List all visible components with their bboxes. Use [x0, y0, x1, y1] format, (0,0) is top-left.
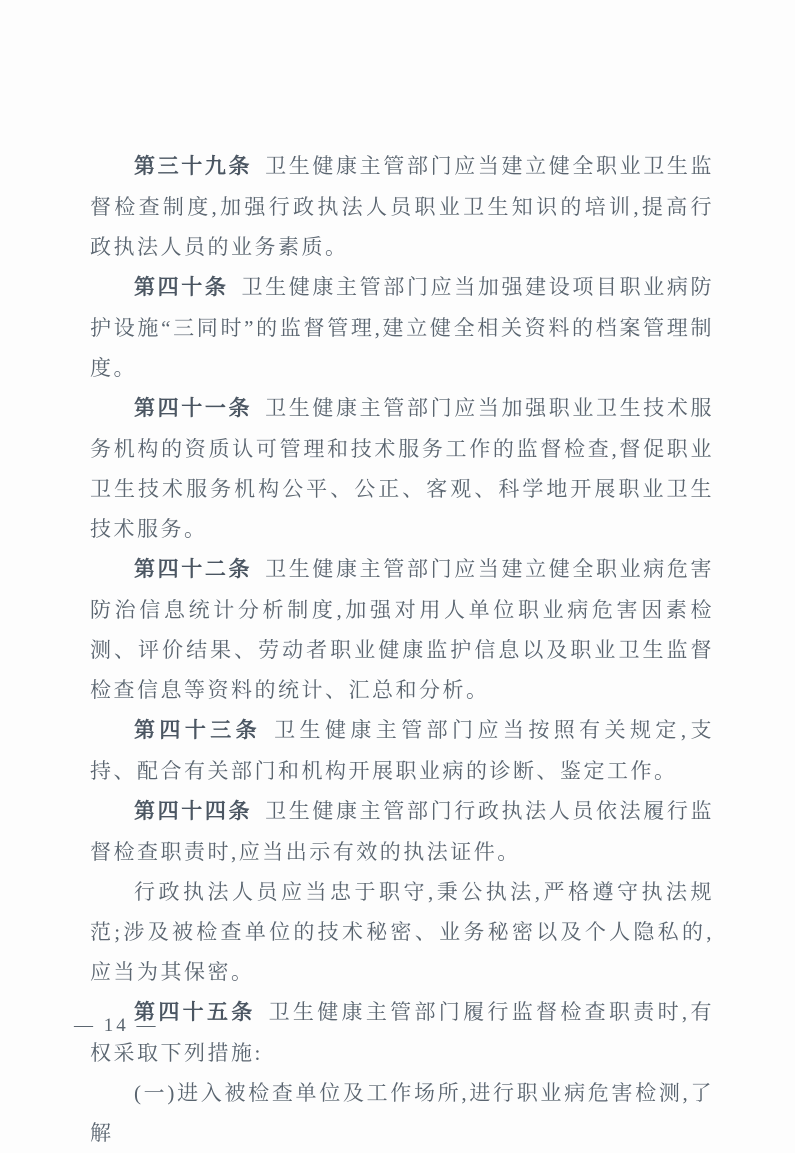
paragraph: [90, 872, 714, 992]
article-number: 第四十三条: [134, 719, 262, 742]
paragraph-text: 卫生健康主管部门履行监督检查职责时,有权采取下列措施:: [90, 1000, 715, 1065]
article-number: 第四十五条: [134, 1001, 256, 1024]
article-number: 第四十四条: [134, 800, 253, 823]
paragraph: [90, 710, 714, 791]
paragraph: [90, 549, 714, 710]
paragraph: [90, 1073, 714, 1153]
paragraph: [90, 791, 714, 872]
paragraph-text: 卫生健康主管部门应当加强职业卫生技术服务机构的资质认可管理和技术服务工作的监督检查,督促职业卫生技术服务机构公平、公正、客观、科学地开展职业卫生技术服务。: [90, 396, 715, 541]
paragraph-text: 卫生健康主管部门应当建立健全职业病危害防治信息统计分析制度,加强对用人单位职业病危害因素检测、评价结果、劳动者职业健康监护信息以及职业卫生监督检查信息等资料的统计、汇总和分析。: [90, 557, 715, 702]
page-number: — 14 —: [74, 1015, 159, 1036]
paragraph-text: 卫生健康主管部门应当建立健全职业卫生监督检查制度,加强行政执法人员职业卫生知识的培训,提高行政执法人员的业务素质。: [90, 154, 715, 259]
paragraph: [90, 267, 714, 388]
paragraph-text: 卫生健康主管部门行政执法人员依法履行监督检查职责时,应当出示有效的执法证件。: [90, 799, 715, 864]
paragraph-text: 行政执法人员应当忠于职守,秉公执法,严格遵守执法规范;涉及被检查单位的技术秘密、业务秘密以及个人隐私的,应当为其保密。: [90, 880, 714, 984]
paragraph-text: 卫生健康主管部门应当按照有关规定,支持、配合有关部门和机构开展职业病的诊断、鉴定工作。: [90, 718, 715, 783]
article-number: 第三十九条: [134, 155, 253, 178]
paragraph: [90, 388, 714, 549]
paragraph-text: 卫生健康主管部门应当加强建设项目职业病防护设施“三同时”的监督管理,建立健全相关资料的档案管理制度。: [90, 275, 715, 380]
paragraph-text: (一)进入被检查单位及工作场所,进行职业病危害检测,了解: [90, 1081, 714, 1145]
article-number: 第四十一条: [134, 397, 253, 420]
article-number: 第四十二条: [134, 558, 253, 581]
article-number: 第四十条: [134, 276, 229, 299]
paragraph: [90, 992, 714, 1073]
paragraph: [90, 146, 714, 267]
article-list: [90, 146, 714, 1153]
